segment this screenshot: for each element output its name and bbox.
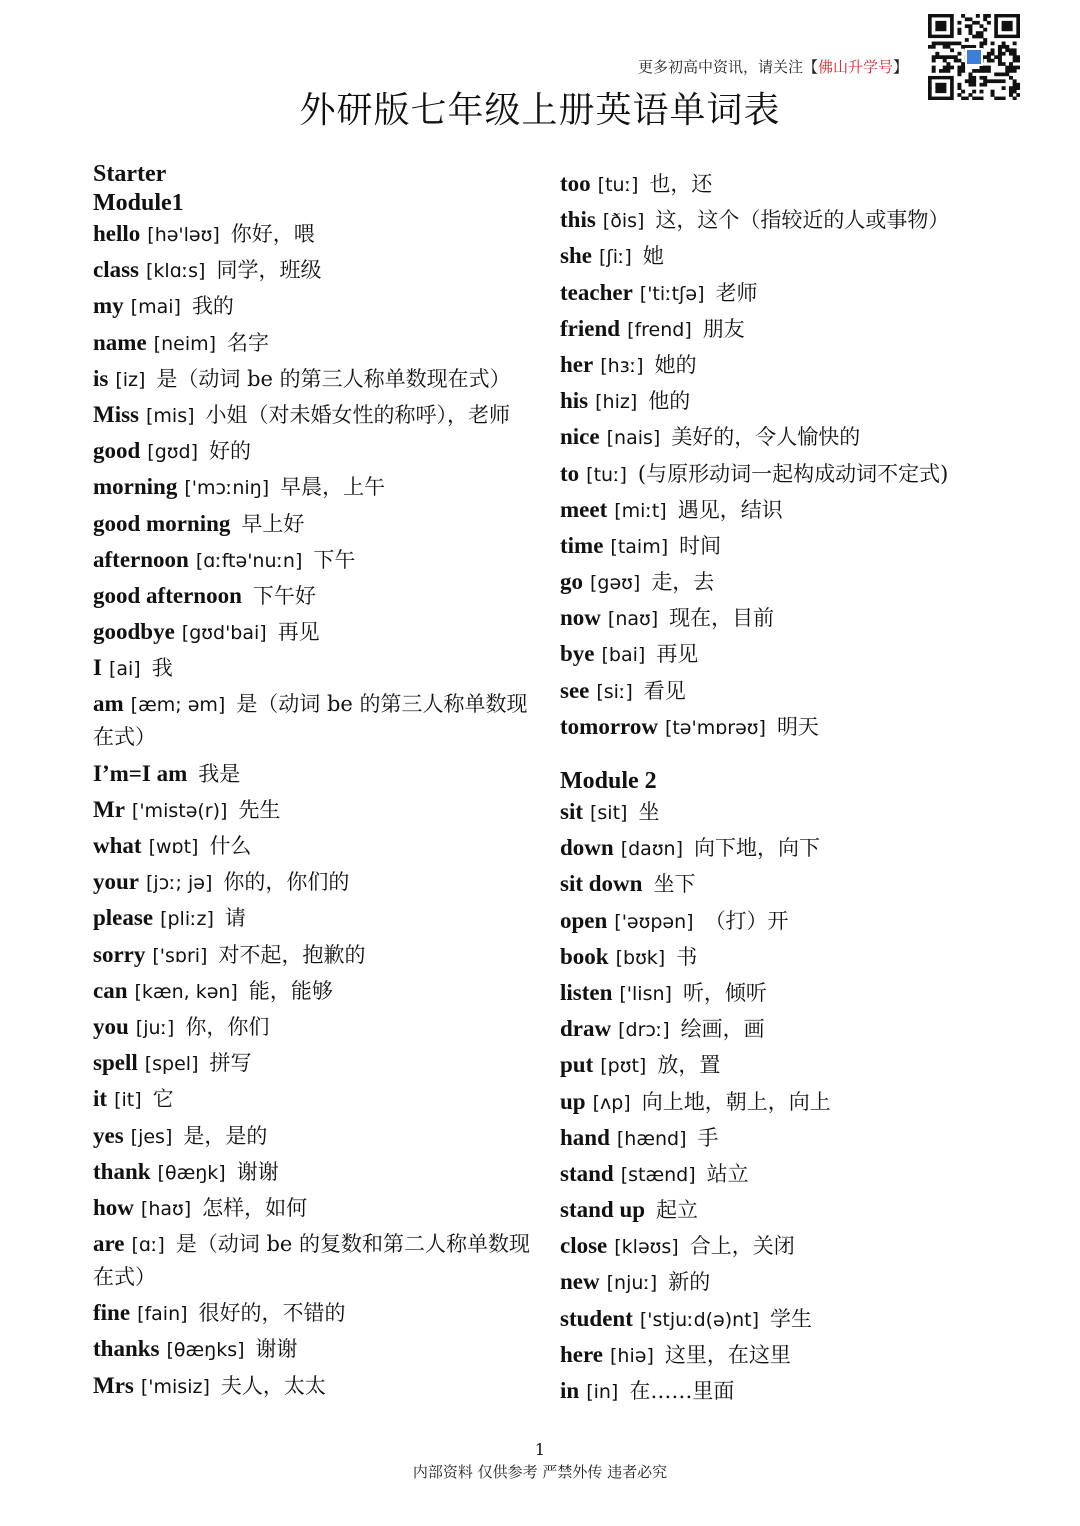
vocab-entry <box>560 240 1000 276</box>
vocab-phonetic: [pliːz] <box>160 908 214 931</box>
vocab-word: good morning <box>93 510 231 536</box>
vocab-meaning: 听，倾听 <box>682 980 767 1005</box>
vocab-entry <box>560 1122 1000 1158</box>
vocab-word: up <box>560 1088 586 1114</box>
vocab-word: listen <box>560 979 613 1005</box>
vocab-phonetic: [daʊn] <box>620 838 684 861</box>
vocab-entry <box>93 508 533 544</box>
vocab-meaning: 站立 <box>706 1161 749 1186</box>
vocab-meaning: 是（动词 be 的第三人称单数现在式） <box>156 366 511 391</box>
vocab-word: good afternoon <box>93 582 242 608</box>
vocab-meaning: 再见 <box>277 620 320 645</box>
vocab-phonetic: [sit] <box>590 802 628 824</box>
vocab-phonetic: [gʊd] <box>147 441 198 464</box>
vocab-meaning: 请 <box>224 906 246 931</box>
vocab-phonetic: [gəʊ] <box>590 572 641 595</box>
vocab-word: draw <box>560 1016 612 1042</box>
vocab-entry <box>93 830 533 866</box>
vocab-meaning: 合上，关闭 <box>689 1234 795 1259</box>
left-column <box>93 160 533 1406</box>
vocab-phonetic: [nais] <box>606 427 661 450</box>
vocab-meaning: 她 <box>642 244 664 269</box>
vocab-meaning: 谢谢 <box>236 1159 279 1184</box>
vocab-word: hand <box>560 1124 610 1150</box>
vocab-phonetic: ['tiːtʃə] <box>639 282 705 305</box>
vocab-meaning: 拼写 <box>209 1051 252 1076</box>
vocab-phonetic: [æm; əm] <box>130 694 226 717</box>
vocab-meaning: 能，能够 <box>248 978 333 1003</box>
vocab-word: sorry <box>93 941 146 967</box>
vocab-meaning: 同学，班级 <box>216 258 322 283</box>
vocab-entry <box>560 1266 1000 1302</box>
vocab-word: nice <box>560 424 600 450</box>
vocab-meaning: 你，你们 <box>185 1014 270 1039</box>
vocab-meaning: 向上地，朝上，向上 <box>641 1089 831 1114</box>
vocab-entry <box>560 566 1000 602</box>
vocab-phonetic: [hænd] <box>616 1127 687 1150</box>
vocab-word: thanks <box>93 1336 160 1362</box>
vocab-phonetic: [mai] <box>130 296 181 319</box>
vocab-meaning: 遇见，结识 <box>677 497 783 522</box>
vocab-word: can <box>93 977 128 1003</box>
vocab-entry <box>560 349 1000 385</box>
vocab-word: go <box>560 569 583 595</box>
vocab-word: goodbye <box>93 619 175 645</box>
promo-banner <box>638 56 908 77</box>
vocab-phonetic: [naʊ] <box>607 608 659 631</box>
vocab-phonetic: [ʃiː] <box>598 246 632 269</box>
vocab-phonetic: [jes] <box>130 1125 173 1148</box>
vocab-meaning: 看见 <box>643 678 686 703</box>
vocab-word: Miss <box>93 401 139 427</box>
vocab-word: hello <box>93 221 141 246</box>
vocab-meaning: 它 <box>152 1087 174 1112</box>
vocab-word: it <box>93 1086 108 1112</box>
section-heading-starter: Starter <box>93 161 167 187</box>
vocab-phonetic: [ʌp] <box>592 1091 631 1114</box>
vocab-entry <box>560 1375 1000 1411</box>
vocab-meaning: 你的，你们的 <box>223 870 350 895</box>
vocab-meaning: （打）开 <box>704 908 789 933</box>
vocab-entry <box>560 1194 1000 1230</box>
vocab-phonetic: [hɜː] <box>600 354 644 377</box>
vocab-word: stand up <box>560 1197 646 1223</box>
vocab-phonetic: [ɑː] <box>131 1234 165 1257</box>
vocab-meaning: 是（动词 be 的第三人称单数现在式） <box>93 692 528 750</box>
vocab-entry <box>93 866 533 902</box>
vocab-meaning: 这，这个（指较近的人或事物） <box>655 208 950 233</box>
vocab-phonetic: [bai] <box>601 644 646 667</box>
vocab-entry <box>560 1339 1000 1375</box>
vocab-entry <box>93 1333 533 1369</box>
vocab-word: my <box>93 293 124 319</box>
vocab-meaning: 她的 <box>654 352 697 377</box>
vocab-entry <box>93 1297 533 1333</box>
vocab-meaning: 好的 <box>208 439 251 464</box>
vocab-entry <box>93 975 533 1011</box>
vocab-entry <box>560 905 1000 941</box>
vocab-entry <box>560 832 1000 868</box>
vocab-meaning: 我是 <box>198 761 241 786</box>
vocab-word: Mr <box>93 796 125 822</box>
vocab-word: see <box>560 677 590 703</box>
vocab-phonetic: [fain] <box>137 1303 188 1326</box>
vocab-word: afternoon <box>93 546 189 572</box>
page-title: 外研版七年级上册英语单词表 <box>299 90 781 131</box>
vocab-meaning: 现在，目前 <box>669 606 775 631</box>
vocab-entry <box>93 580 533 616</box>
vocab-entry <box>93 1120 533 1156</box>
vocab-word: class <box>93 257 139 283</box>
vocab-meaning: 手 <box>697 1125 719 1150</box>
module-heading-1: Module1 <box>93 190 184 216</box>
vocab-word: teacher <box>560 279 633 305</box>
vocab-entry <box>93 218 533 254</box>
vocab-meaning: 在……里面 <box>629 1379 735 1403</box>
vocab-entry <box>560 1303 1000 1339</box>
page-number: 1 <box>534 1440 546 1459</box>
vocab-meaning: 美好的，令人愉快的 <box>671 425 861 450</box>
vocab-meaning: 什么 <box>209 834 252 858</box>
vocab-phonetic: [hiə] <box>610 1344 654 1367</box>
vocab-entry <box>560 204 1000 240</box>
vocab-meaning: (与原形动词一起构成动词不定式) <box>637 461 949 486</box>
vocab-phonetic: [ðis] <box>602 210 645 233</box>
vocab-entry <box>560 530 1000 566</box>
vocab-meaning: 我 <box>151 656 173 681</box>
vocab-meaning: 坐下 <box>653 872 696 897</box>
vocab-entry <box>93 363 533 399</box>
right-column <box>560 168 1000 1411</box>
vocab-meaning: 起立 <box>656 1198 699 1223</box>
vocab-phonetic: ['sɒri] <box>152 944 208 967</box>
vocab-word: book <box>560 943 609 969</box>
vocab-meaning: 是（动词 be 的复数和第二人称单数现在式） <box>93 1232 531 1290</box>
vocab-entry <box>93 652 533 688</box>
vocab-entry <box>93 1083 533 1119</box>
vocab-word: good <box>93 438 141 464</box>
vocab-word: to <box>560 460 580 486</box>
vocab-phonetic: [iz] <box>115 368 146 391</box>
vocab-meaning: 谢谢 <box>255 1337 298 1362</box>
vocab-word: open <box>560 907 608 933</box>
vocab-meaning: 绘画，画 <box>680 1017 765 1042</box>
vocab-word: your <box>93 869 139 895</box>
vocab-phonetic: [frend] <box>627 318 692 341</box>
vocab-entry <box>560 602 1000 638</box>
vocab-entry <box>560 1049 1000 1085</box>
vocab-phonetic: [njuː] <box>606 1272 658 1295</box>
vocab-entry <box>93 1228 533 1297</box>
vocab-entry <box>560 421 1000 457</box>
promo-bracket-open: 【 <box>802 58 818 76</box>
vocab-word: his <box>560 388 589 414</box>
vocab-meaning: 走，去 <box>651 570 715 595</box>
vocab-entry <box>560 638 1000 674</box>
vocab-list-right-module2 <box>560 796 1000 1411</box>
vocab-word: here <box>560 1341 604 1367</box>
vocab-phonetic: [kləʊs] <box>614 1236 679 1259</box>
vocab-word: meet <box>560 496 608 522</box>
vocab-entry <box>93 471 533 507</box>
vocab-entry <box>93 1047 533 1083</box>
vocab-entry <box>560 494 1000 530</box>
vocab-meaning: 放，置 <box>657 1053 721 1078</box>
vocab-meaning: 他的 <box>648 389 691 414</box>
vocab-meaning: 新的 <box>668 1270 711 1295</box>
vocab-entry <box>560 796 1000 832</box>
vocab-entry <box>93 1011 533 1047</box>
vocab-phonetic: [ai] <box>108 658 141 681</box>
vocab-word: name <box>93 329 147 355</box>
vocab-meaning: 学生 <box>770 1306 813 1331</box>
vocab-meaning: 明天 <box>776 714 819 739</box>
vocab-phonetic: ['lisn] <box>619 982 672 1005</box>
vocab-entry <box>93 616 533 652</box>
vocab-entry <box>560 385 1000 421</box>
vocab-word: how <box>93 1194 134 1220</box>
vocab-phonetic: [pʊt] <box>600 1055 647 1078</box>
vocab-word: in <box>560 1378 580 1403</box>
vocab-entry <box>93 688 533 757</box>
vocab-word: friend <box>560 315 621 341</box>
vocab-entry <box>560 458 1000 494</box>
vocab-meaning: 早晨，上午 <box>280 475 386 500</box>
vocab-phonetic: [tə'mɒrəʊ] <box>664 716 766 739</box>
vocab-meaning: 也，还 <box>649 172 713 196</box>
vocab-word: stand <box>560 1160 614 1186</box>
vocab-meaning: 夫人，太太 <box>220 1373 326 1398</box>
vocab-word: you <box>93 1013 129 1039</box>
vocab-word: I <box>93 655 102 681</box>
vocab-phonetic: [juː] <box>135 1016 175 1039</box>
vocab-word: fine <box>93 1300 131 1326</box>
vocab-list-right-module1 <box>560 168 1000 747</box>
vocab-entry <box>560 941 1000 977</box>
vocab-entry <box>93 1192 533 1228</box>
vocab-phonetic: ['əʊpən] <box>614 910 694 933</box>
vocab-word: sit down <box>560 871 643 897</box>
vocab-entry <box>560 1086 1000 1122</box>
vocab-entry <box>93 435 533 471</box>
vocab-entry <box>560 977 1000 1013</box>
vocab-phonetic: [siː] <box>596 680 633 703</box>
vocab-entry <box>93 254 533 290</box>
vocab-meaning: 时间 <box>679 533 722 558</box>
vocab-word: I’m=I am <box>93 760 188 786</box>
vocab-entry <box>93 290 533 326</box>
vocab-word: spell <box>93 1050 138 1076</box>
vocab-word: yes <box>93 1122 124 1148</box>
vocab-meaning: 我的 <box>191 294 234 319</box>
vocab-entry <box>93 794 533 830</box>
vocab-word: down <box>560 835 614 861</box>
vocab-meaning: 坐 <box>638 800 660 824</box>
vocab-word: too <box>560 171 591 196</box>
vocab-meaning: 老师 <box>715 280 758 305</box>
vocab-phonetic: ['stjuːd(ə)nt] <box>639 1308 760 1331</box>
vocab-phonetic: [in] <box>586 1381 619 1403</box>
vocab-word: what <box>93 833 142 858</box>
vocab-word: please <box>93 905 154 931</box>
vocab-entry <box>93 1370 533 1406</box>
vocab-meaning: 下午好 <box>252 583 316 608</box>
vocab-phonetic: [jɔː; jə] <box>146 872 213 895</box>
vocab-word: time <box>560 532 604 558</box>
vocab-word: sit <box>560 799 583 824</box>
vocab-meaning: 是，是的 <box>183 1123 268 1148</box>
vocab-phonetic: ['mistə(r)] <box>131 799 228 822</box>
vocab-phonetic: ['misiz] <box>140 1375 210 1398</box>
vocab-meaning: 这里，在这里 <box>664 1342 791 1367</box>
vocab-entry <box>93 327 533 363</box>
vocab-word: new <box>560 1269 600 1295</box>
vocab-entry <box>560 1158 1000 1194</box>
vocab-phonetic: [it] <box>114 1089 142 1112</box>
vocab-word: thank <box>93 1158 151 1184</box>
vocab-word: her <box>560 351 594 377</box>
vocab-meaning: 名字 <box>227 330 270 355</box>
vocab-word: bye <box>560 641 595 667</box>
vocab-entry <box>93 902 533 938</box>
vocab-entry <box>560 1013 1000 1049</box>
vocab-entry <box>93 399 533 435</box>
promo-account-name[interactable]: 佛山升学号 <box>817 58 893 76</box>
vocab-phonetic: [wɒt] <box>148 836 199 858</box>
vocab-phonetic: [klɑːs] <box>146 260 206 283</box>
vocab-phonetic: [haʊ] <box>140 1197 192 1220</box>
vocab-word: put <box>560 1052 594 1078</box>
vocab-phonetic: ['mɔːniŋ] <box>184 477 270 500</box>
vocab-entry <box>560 675 1000 711</box>
vocab-word: morning <box>93 474 178 500</box>
vocab-list-left <box>93 218 533 1406</box>
vocab-meaning: 怎样，如何 <box>202 1195 308 1220</box>
vocab-phonetic: [gʊd'bai] <box>181 622 267 645</box>
vocab-word: tomorrow <box>560 713 658 739</box>
module-heading-2: Module 2 <box>560 768 657 794</box>
footer-note: 内部资料 仅供参考 严禁外传 违者必究 <box>412 1463 668 1481</box>
vocab-phonetic: [hə'ləʊ] <box>147 224 220 246</box>
vocab-phonetic: [drɔː] <box>618 1019 670 1042</box>
vocab-word: is <box>93 365 109 391</box>
vocab-entry <box>560 313 1000 349</box>
vocab-phonetic: [spel] <box>144 1053 199 1076</box>
vocab-meaning: 向下地，向下 <box>694 836 821 861</box>
promo-bracket-close: 】 <box>892 58 908 76</box>
vocab-phonetic: [ɑːftə'nuːn] <box>195 549 303 572</box>
vocab-word: close <box>560 1233 608 1259</box>
vocab-entry <box>560 868 1000 904</box>
vocab-word: student <box>560 1305 633 1331</box>
vocab-meaning: 对不起，抱歉的 <box>218 942 366 967</box>
vocab-meaning: 很好的，不错的 <box>198 1301 346 1326</box>
vocab-word: now <box>560 605 601 631</box>
vocab-word: are <box>93 1231 125 1257</box>
vocab-entry <box>560 711 1000 747</box>
vocab-word: this <box>560 207 596 233</box>
vocab-phonetic: [neim] <box>153 332 217 355</box>
vocab-meaning: 小姐（对未婚女性的称呼），老师 <box>205 402 511 427</box>
vocab-phonetic: [taim] <box>610 535 669 558</box>
vocab-entry <box>93 758 533 794</box>
vocab-word: she <box>560 243 592 269</box>
vocab-phonetic: [θæŋk] <box>157 1161 226 1184</box>
vocab-entry <box>93 544 533 580</box>
vocab-phonetic: [miːt] <box>614 499 667 522</box>
vocab-phonetic: [bʊk] <box>615 946 666 969</box>
vocab-phonetic: [θæŋks] <box>166 1339 245 1362</box>
vocab-meaning: 先生 <box>238 797 281 822</box>
vocab-phonetic: [tuː] <box>586 463 627 486</box>
vocab-meaning: 书 <box>676 944 698 969</box>
vocab-meaning: 你好，喂 <box>230 222 315 246</box>
vocab-meaning: 下午 <box>313 547 356 572</box>
vocab-entry <box>560 277 1000 313</box>
vocab-entry <box>560 168 1000 204</box>
vocab-meaning: 再见 <box>656 642 699 667</box>
vocab-word: Mrs <box>93 1372 134 1398</box>
vocab-meaning: 朋友 <box>702 316 745 341</box>
vocab-phonetic: [tuː] <box>597 174 639 196</box>
promo-text: 更多初高中资讯，请关注 <box>637 58 803 76</box>
vocab-phonetic: [hiz] <box>595 391 638 414</box>
vocab-entry <box>93 939 533 975</box>
vocab-phonetic: [kæn, kən] <box>134 980 238 1003</box>
vocab-phonetic: [stænd] <box>620 1163 696 1186</box>
vocab-word: am <box>93 691 124 717</box>
vocab-entry <box>93 1156 533 1192</box>
vocab-entry <box>560 1230 1000 1266</box>
vocab-meaning: 早上好 <box>241 511 305 536</box>
vocab-phonetic: [mis] <box>146 404 195 427</box>
